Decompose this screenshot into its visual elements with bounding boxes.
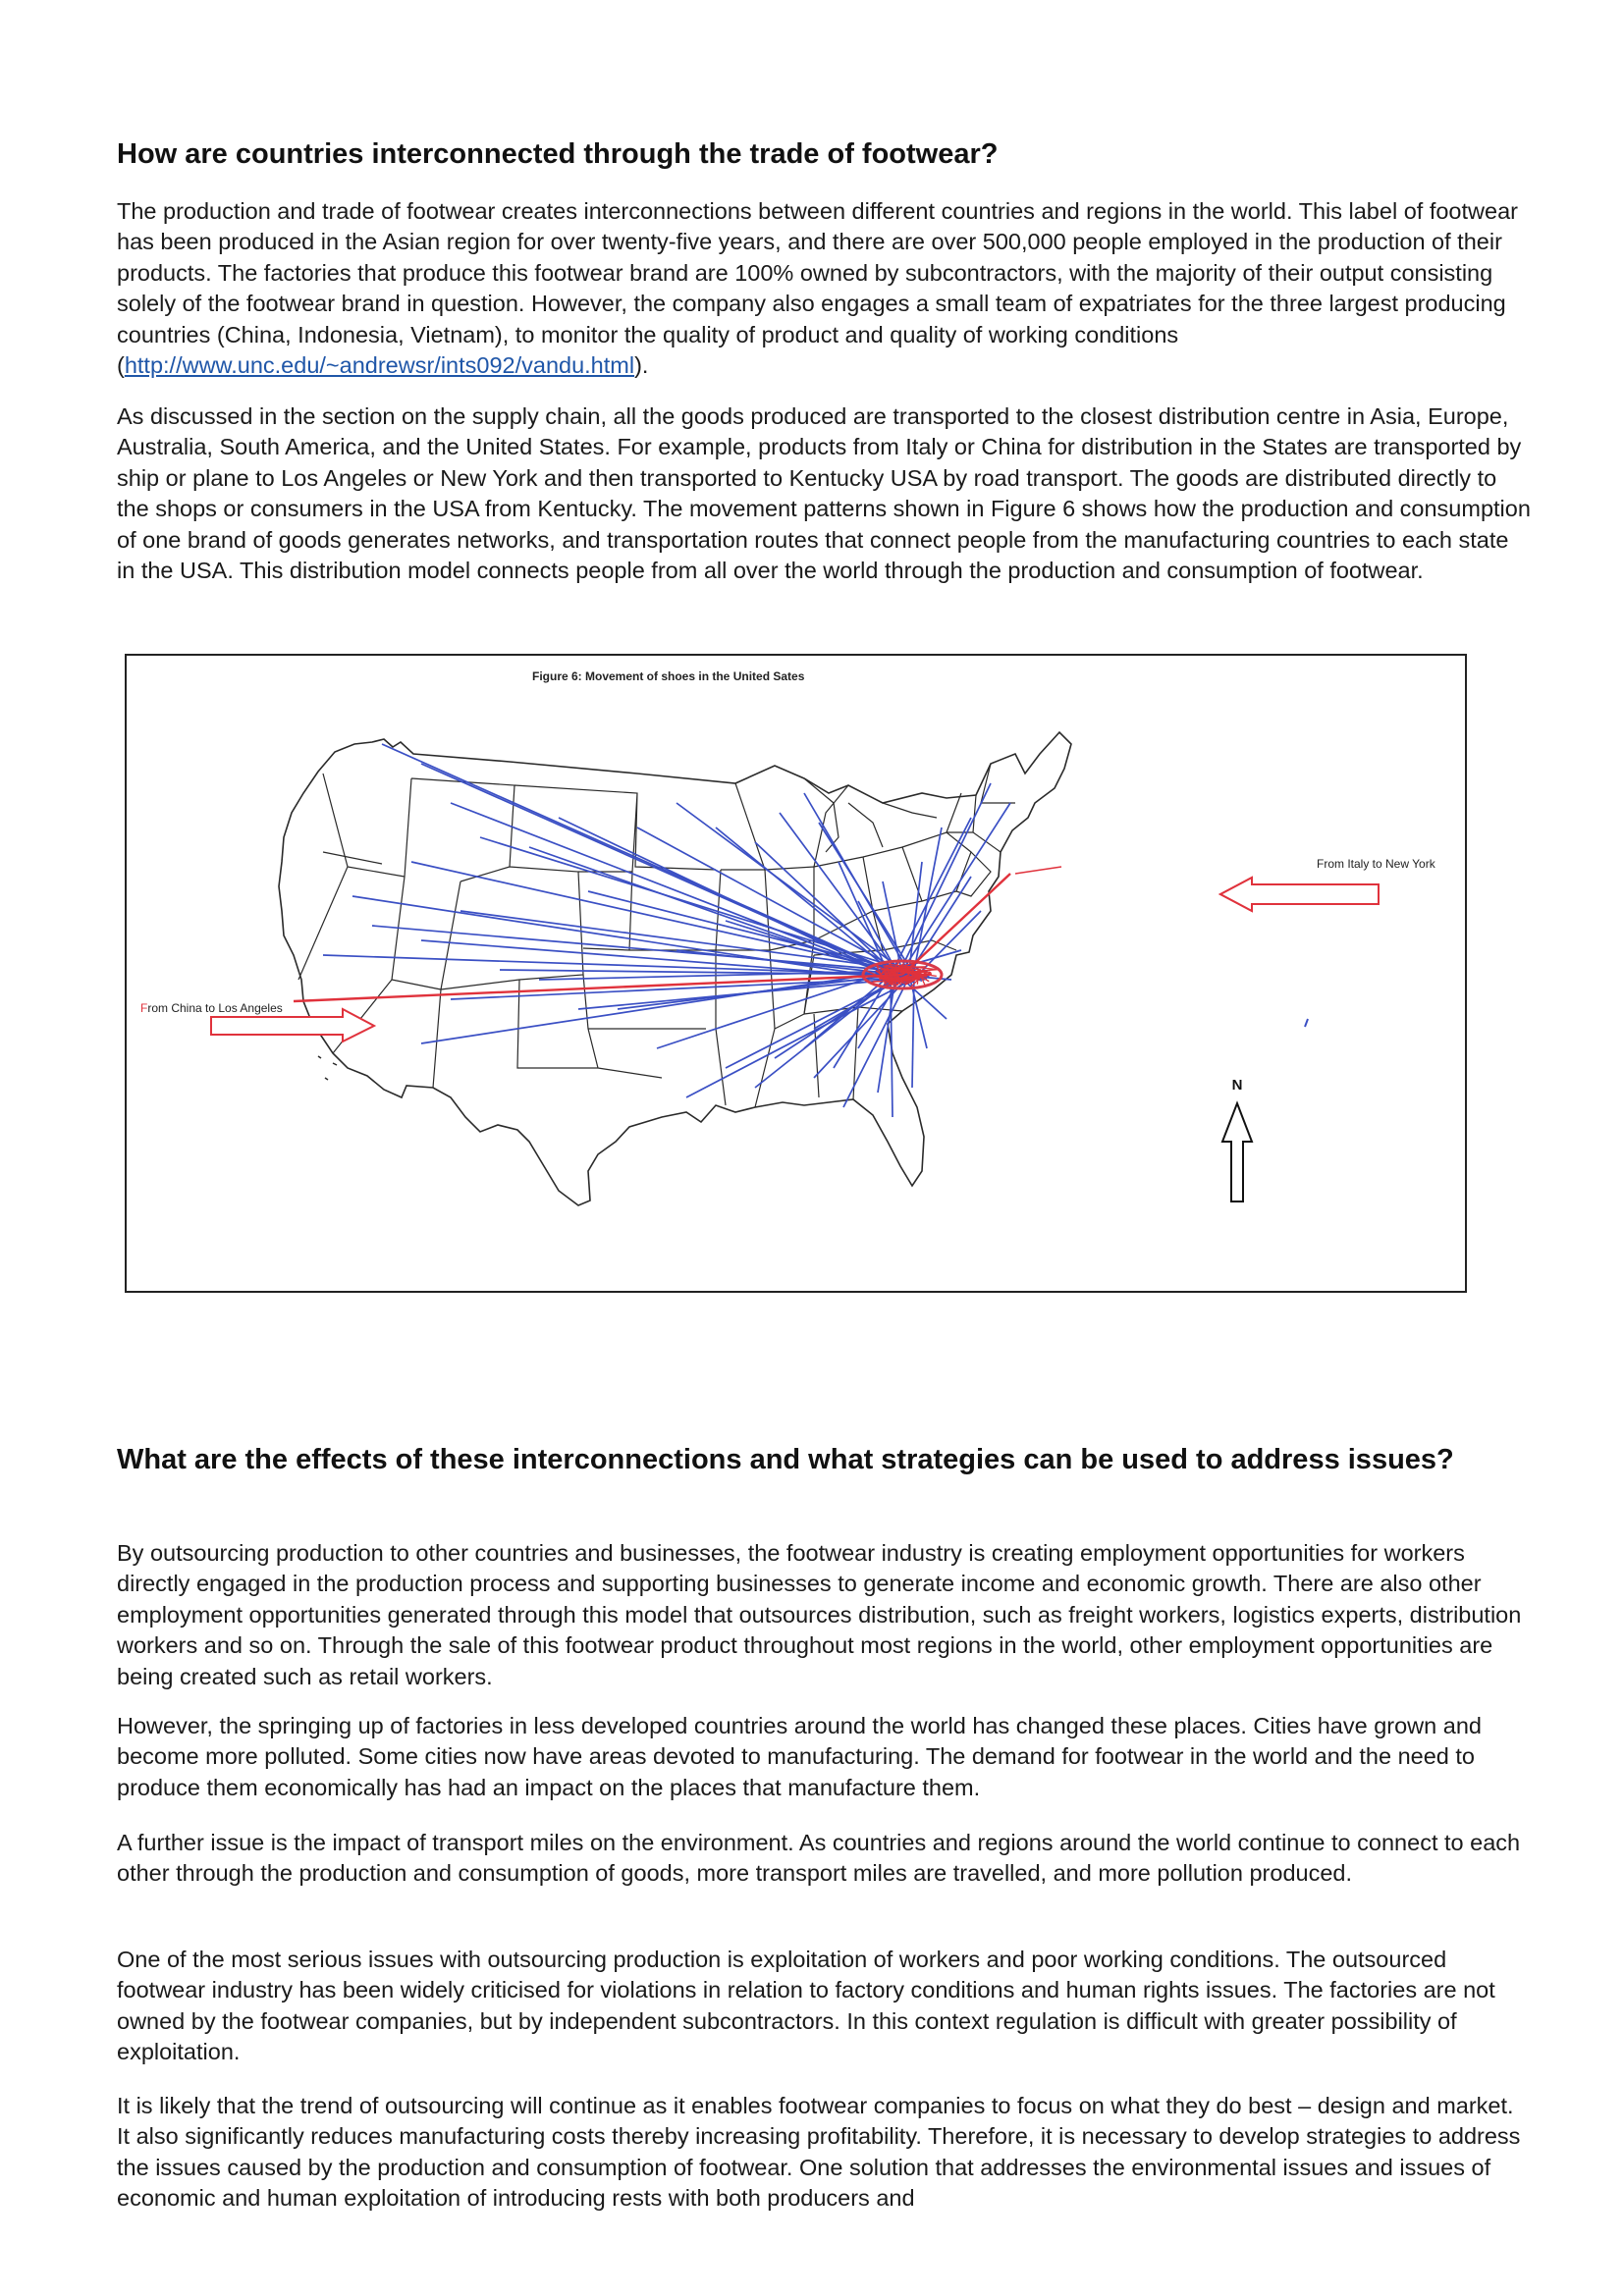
section2-paragraph-1: By outsourcing production to other countries and businesses, the footwear industry is creating employment opportunities for workers directly engaged in the production process and supporting businesses to generate income and economic growth. There are also other employment opportunities generated through this model that outsources distribution, such as freight workers, logistics experts, distribution workers and so on. Through the sale of this footwear product throughout most regions in the world, other employment opportunities are being created such as retail workers. (117, 1540, 1522, 1689)
distribution-flows (323, 744, 1010, 1117)
source-link[interactable]: http://www.unc.edu/~andrewsr/ints092/vandu.html (124, 352, 635, 379)
usa-outline (279, 732, 1071, 1205)
state-lines-east (804, 764, 1015, 1099)
north-arrow-icon (1222, 1103, 1252, 1201)
arrow-left-icon-shape (1220, 878, 1379, 911)
flow-line (726, 975, 908, 1068)
map-of-usa (279, 732, 1071, 1205)
stray-flow-mark (1305, 1019, 1308, 1027)
route-italy-to-ny (1015, 867, 1061, 874)
section2-paragraph-2: However, the springing up of factories in less developed countries around the world has changed these places. Cities have grown and become more polluted. Some cities now have areas devoted to manufacturing. The demand for footwear in the world and the need to produce them economically has had an impact on the places that manufacture them. (117, 1713, 1482, 1800)
figure-title: Figure 6: Movement of shoes in the United Sates (532, 669, 805, 683)
flow-line (382, 744, 891, 971)
section1-heading: How are countries interconnected through the trade of footwear? (117, 138, 999, 170)
label-italy-to-new-york: From Italy to New York (1317, 857, 1435, 871)
section2-paragraph-3: A further issue is the impact of transport miles on the environment. As countries and regions around the world continue to connect to each other through the production and consumption of goods, more transport miles are travelled, and more pollution produced. (117, 1830, 1521, 1887)
section1-paragraph-1-text: The production and trade of footwear creates interconnections between different countries and regions in the world. This label of footwear has been produced in the Asian region for over twenty-five years, and there are over 500,000 people employed in the production of their products. The factories that produce this footwear brand are 100% owned by subcontractors, with the majority of their output consisting solely of the footwear brand in question. However, the company also engages a small team of expatriates for the three largest producing countries (China, Indonesia, Vietnam), to monitor the quality of product and quality of working conditions ( (117, 198, 1518, 379)
label-china-first-letter: F (140, 1001, 148, 1015)
state-lines-central (517, 783, 814, 1107)
figure-6 (125, 654, 1467, 1293)
flow-line (834, 975, 891, 1068)
section2-paragraph-5: It is likely that the trend of outsourcing will continue as it enables footwear companies to focus on what they do best – design and market. It also significantly reduces manufacturing costs thereby increasing profitability. Therefore, it is necessary to develop strategies to address the issues caused by the production and consumption of footwear. One solution that addresses the environmental issues and issues of economic and human exploitation of introducing rests with both producers and (117, 2093, 1521, 2212)
flow-line (411, 862, 914, 975)
section2-heading: What are the effects of these interconnections and what strategies can be used to address issues? (117, 1444, 1454, 1475)
state-lines-west (298, 774, 716, 1088)
label-china-rest: rom China to Los Angeles (147, 1001, 283, 1015)
north-label: N (1231, 1077, 1243, 1094)
flow-line (588, 891, 902, 971)
section1-paragraph-1-end: ). (634, 352, 649, 379)
label-china-to-los-angeles (140, 1001, 283, 1015)
section2-paragraph-4: One of the most serious issues with outsourcing production is exploitation of workers and poor working conditions. The outsourced footwear industry has been widely criticised for violations in relation to factory conditions and human rights issues. The factories are not owned by the footwear companies, but by independent subcontractors. In this context regulation is difficult with greater possibility of exploitation. (117, 1947, 1495, 2065)
channel-islands (318, 1056, 337, 1080)
section1-paragraph-2: As discussed in the section on the supply chain, all the goods produced are transported to the closest distribution centre in Asia, Europe, Australia, South America, and the United States. For example, products from Italy or China for distribution in the States are transported by ship or plane to Los Angeles or New York and then transported to Kentucky USA by road transport. The goods are distributed directly to the shops or consumers in the USA from Kentucky. The movement patterns shown in Figure 6 shows how the production and consumption of one brand of goods generates networks, and transportation routes that connect people from the manufacturing countries to each state in the USA. This distribution model connects people from all over the world through the production and consumption of footwear. (117, 403, 1531, 584)
figure-6-canvas (127, 656, 1469, 1295)
section1-paragraph-1 (117, 196, 1531, 381)
